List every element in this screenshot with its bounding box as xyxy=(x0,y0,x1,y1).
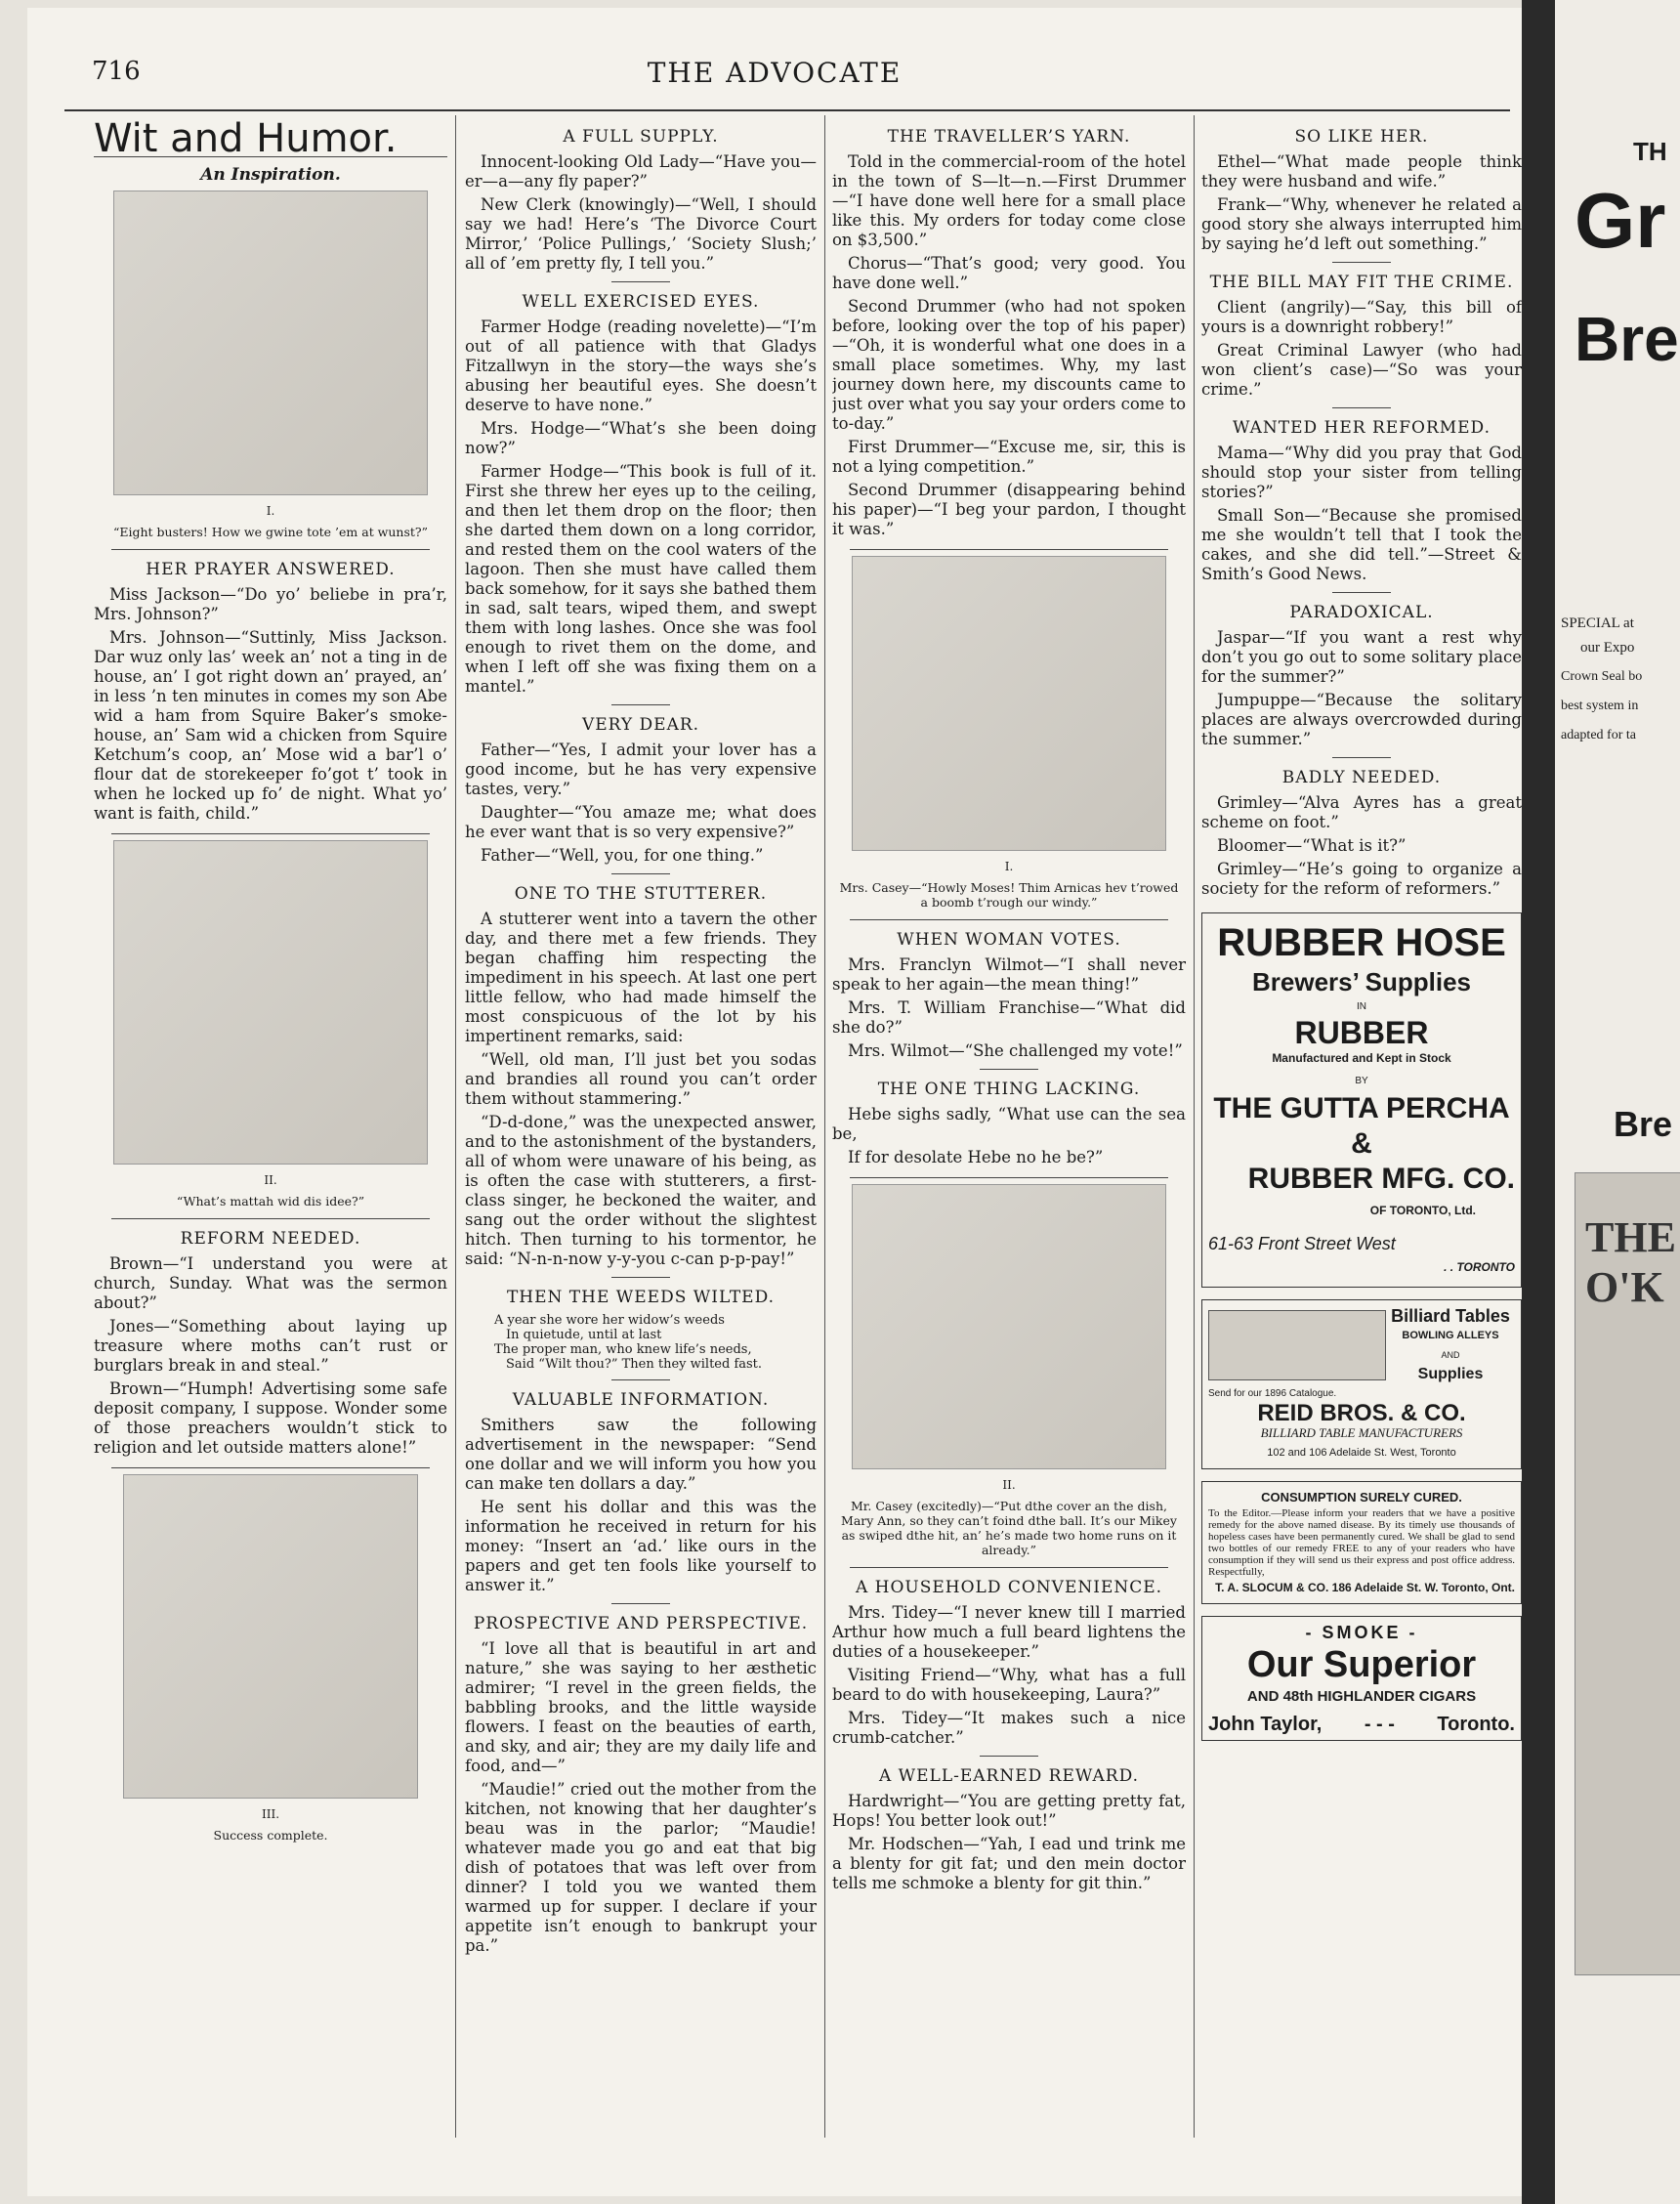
article-title: PARADOXICAL. xyxy=(1289,603,1434,622)
paragraph: Great Criminal Lawyer (who had won client’s case)—“So was your crime.” xyxy=(1201,341,1522,399)
paragraph: Father—“Well, you, for one thing.” xyxy=(481,846,764,865)
poem-line: A year she wore her widow’s weeds xyxy=(494,1313,725,1328)
article-title: ONE TO THE STUTTERER. xyxy=(514,884,768,904)
paragraph: He sent his dollar and this was the information he received in return for his money: “Insert an ‘ad.’ like ours in the papers and get ten fools like yourself to answer it.” xyxy=(465,1498,817,1594)
illustration-ball-in-dish xyxy=(852,1184,1166,1469)
article-body xyxy=(465,318,817,697)
paragraph: Hardwright—“You are getting pretty fat, Hops! You better look out!” xyxy=(832,1792,1186,1830)
paragraph: Farmer Hodge (reading novelette)—“I’m out of all patience with that Gladys Fitzallwyn in the story—the ways she’s abusing her beautiful eyes. She doesn’t deserve to have none.” xyxy=(465,318,817,414)
divider xyxy=(611,873,670,874)
paragraph: Chorus—“That’s good; very good. You have done well.” xyxy=(832,254,1186,292)
illustration-caption: Success complete. xyxy=(213,1828,328,1843)
paragraph: Miss Jackson—“Do yo’ beliebe in pra’r, Mrs. Johnson?” xyxy=(94,585,447,623)
article-title: THE TRAVELLER’S YARN. xyxy=(887,127,1131,147)
article-body xyxy=(465,1416,817,1595)
illustration-caption: Mr. Casey (excitedly)—“Put dthe cover an the dish, Mary Ann, so they can’t foind dthe ball. It’s our Mikey as swiped dthe hit, an’ he’s made two home runs on it already.” xyxy=(841,1499,1177,1557)
article-body xyxy=(832,1603,1186,1748)
article-title: WELL EXERCISED EYES. xyxy=(522,292,760,312)
ad-right xyxy=(1386,1306,1515,1384)
ad-headline: Our Superior xyxy=(1246,1644,1477,1685)
article-title: HER PRAYER ANSWERED. xyxy=(146,560,396,579)
paragraph: Ethel—“What made people think they were husband and wife.” xyxy=(1201,152,1522,191)
ad-address: 102 and 106 Adelaide St. West, Toronto xyxy=(1267,1447,1456,1459)
divider xyxy=(611,704,670,705)
article-body xyxy=(465,1639,817,1956)
paragraph: Mrs. Tidey—“I never knew till I married Arthur how much a full beard lightens the duties of a housekeeper.” xyxy=(832,1603,1186,1661)
ad-city: Toronto. xyxy=(1437,1714,1515,1735)
article-title: A WELL-EARNED REWARD. xyxy=(878,1766,1140,1786)
ad-headline: CONSUMPTION SURELY CURED. xyxy=(1261,1490,1462,1505)
article-title: SO LIKE HER. xyxy=(1294,127,1429,147)
paragraph: First Drummer—“Excuse me, sir, this is not a lying competition.” xyxy=(832,438,1186,476)
illustration-boys-running xyxy=(123,1474,418,1799)
article-title: VALUABLE INFORMATION. xyxy=(512,1390,770,1410)
column-1 xyxy=(94,117,447,2130)
ad-rubber-hose xyxy=(1201,912,1522,1288)
article-body xyxy=(1201,444,1522,584)
paragraph: Mrs. Tidey—“It makes such a nice crumb-catcher.” xyxy=(832,1709,1186,1747)
paragraph: Mrs. Hodge—“What’s she been doing now?” xyxy=(465,419,817,457)
ad-sign: T. A. SLOCUM & CO. 186 Adelaide St. W. Toronto, Ont. xyxy=(1215,1581,1515,1594)
divider xyxy=(111,1467,430,1468)
paragraph: “I love all that is beautiful in art and nature,” she was saying to her æsthetic admirer; “I revel in the green fields, the babbling brooks, and the little wayside flowers. I feast on the beauties of earth, and sky, and air; they are my daily life and food, and—” xyxy=(465,1639,817,1775)
divider xyxy=(611,281,670,282)
ad-text: AND 48th HIGHLANDER CIGARS xyxy=(1246,1688,1477,1705)
paragraph: Father—“Yes, I admit your lover has a good income, but he has very expensive tastes, very.” xyxy=(465,741,817,798)
article-body xyxy=(832,1792,1186,1893)
divider xyxy=(611,1379,670,1380)
paragraph: Jones—“Something about laying up treasure where moths can’t rust or burglars break in and steal.” xyxy=(94,1317,447,1375)
ad-text: Manufactured and Kept in Stock xyxy=(1272,1051,1451,1065)
adjacent-text: Bre xyxy=(1575,304,1679,374)
divider xyxy=(611,1277,670,1278)
article-title: A HOUSEHOLD CONVENIENCE. xyxy=(855,1578,1163,1597)
illustration-caption: “Eight busters! How we gwine tote ’em at wunst?” xyxy=(112,525,429,539)
page-gutter xyxy=(1522,0,1555,2204)
ad-text: OF TORONTO, Ltd. xyxy=(1369,1204,1476,1217)
adjacent-text: TH xyxy=(1633,137,1667,166)
poem-line: The proper man, who knew life’s needs, xyxy=(494,1342,752,1357)
ad-headline: RUBBER HOSE xyxy=(1217,921,1506,964)
ad-text: BY xyxy=(1355,1076,1368,1086)
adjacent-text: adapted for ta xyxy=(1561,728,1636,742)
ad-text: . . TORONTO xyxy=(1444,1260,1515,1274)
column-rule xyxy=(824,115,825,2138)
ad-row xyxy=(1208,1306,1515,1384)
divider xyxy=(980,1756,1038,1757)
ad-text: Billiard Tables xyxy=(1391,1306,1510,1326)
paragraph: A stutterer went into a tavern the other day, and there met a few friends. They began chaffing him respecting the impediment in his speech. At last one pert little fellow, who had made himself the most conspicuous of the lot by his impertinent remarks, said: xyxy=(465,910,817,1045)
article-body xyxy=(465,152,817,274)
divider xyxy=(850,549,1168,550)
paragraph: Client (angrily)—“Say, this bill of yours is a downright robbery!” xyxy=(1201,298,1522,336)
article-title: A FULL SUPPLY. xyxy=(563,127,719,147)
article-body xyxy=(465,741,817,866)
paragraph: Jumpuppe—“Because the solitary places are always overcrowded during the summer.” xyxy=(1201,691,1522,748)
ad-name: John Taylor, xyxy=(1208,1714,1323,1735)
column-4 xyxy=(1201,117,1522,2130)
article-body xyxy=(832,152,1186,539)
paragraph: Mama—“Why did you pray that God should stop your sister from telling stories?” xyxy=(1201,444,1522,501)
comic-title: An Inspiration. xyxy=(200,165,341,185)
adjacent-text: Gr xyxy=(1575,177,1666,264)
paragraph: “D-d-done,” was the unexpected answer, and to the astonishment of the bystanders, all of whom were unaware of his being, as is often the case with stutterers, a first-class singer, he beckoned the waiter, and sang out the order without the slightest hitch. Then turning to his tormentor, he said: “N-n-n-now y-y-you c-can p-p-pay!” xyxy=(465,1113,817,1268)
column-3 xyxy=(832,117,1186,2130)
ad-smoke xyxy=(1201,1616,1522,1741)
article-body xyxy=(1201,298,1522,400)
column-rule xyxy=(455,115,456,2138)
article-title: BADLY NEEDED. xyxy=(1281,768,1442,787)
illustration-man-with-melons xyxy=(113,840,428,1165)
article-body xyxy=(1201,793,1522,899)
poem xyxy=(465,1313,817,1372)
paragraph: Told in the commercial-room of the hotel in the town of S—lt—n.—First Drummer—“I have done well here for a small place like this. My orders for today come close on $3,500.” xyxy=(832,152,1186,249)
ad-company: THE GUTTA PERCHA & xyxy=(1213,1092,1510,1160)
illustration-boys-on-fence xyxy=(113,191,428,495)
paragraph: Innocent-looking Old Lady—“Have you—er—a—any fly paper?” xyxy=(465,152,817,191)
ad-text: BILLIARD TABLE MANUFACTURERS xyxy=(1260,1425,1463,1440)
divider xyxy=(850,919,1168,920)
paragraph: “Maudie!” cried out the mother from the kitchen, not knowing that her daughter’s beau was in the parlor; “Maudie! whatever made you go and eat that big dish of potatoes that was left over from dinner? I told you we wanted them warmed up for supper. I declare if your appetite isn’t enough to bankrupt your pa.” xyxy=(465,1780,817,1955)
article-title: WHEN WOMAN VOTES. xyxy=(897,930,1121,950)
divider xyxy=(1332,407,1391,408)
paragraph: Grimley—“He’s going to organize a society for the reform of reformers.” xyxy=(1201,860,1522,898)
divider xyxy=(980,1069,1038,1070)
paragraph: Second Drummer (disappearing behind his paper)—“I beg your pardon, I thought it was.” xyxy=(832,481,1186,538)
section-heading: Wit and Humor. xyxy=(94,117,398,161)
poem-line: Said “Wilt thou?” Then they wilted fast. xyxy=(506,1357,763,1372)
adjacent-text: our Expo xyxy=(1580,640,1635,656)
ad-text: To the Editor.—Please inform your readers that we have a positive remedy for the above named disease. By its timely use thousands of hopeless cases have been permanently cured. We shall be glad to send two bottles of our remedy FREE to any of your readers who have consumption if they will send us their express and post office address. Respectfully, xyxy=(1208,1507,1515,1578)
ad-address: 61-63 Front Street West xyxy=(1208,1234,1396,1253)
newspaper-title: THE ADVOCATE xyxy=(647,57,903,89)
paragraph: Mrs. T. William Franchise—“What did she do?” xyxy=(832,998,1186,1037)
divider xyxy=(111,549,430,550)
article-body xyxy=(1201,152,1522,254)
ad-text: BOWLING ALLEYS xyxy=(1402,1330,1499,1341)
illustration-caption: Mrs. Casey—“Howly Moses! Thim Arnicas hev t’rowed a boomb t’rough our windy.” xyxy=(839,880,1179,910)
billiard-table-image xyxy=(1208,1310,1386,1380)
illustration-number: I. xyxy=(1004,860,1014,873)
illustration-number: II. xyxy=(1002,1478,1016,1492)
illustration-caption: “What’s mattah wid dis idee?” xyxy=(176,1194,365,1208)
adjacent-text: SPECIAL at xyxy=(1561,615,1634,631)
adjacent-text: best system in xyxy=(1561,699,1639,713)
paragraph: Jaspar—“If you want a rest why don’t you go out to some solitary place for the summer?” xyxy=(1201,628,1522,686)
article-title: THE ONE THING LACKING. xyxy=(877,1080,1141,1099)
paragraph: Brown—“Humph! Advertising some safe deposit company, I suppose. Wonder some of those preachers wouldn’t stick to religion and let outside matters alone!” xyxy=(94,1379,447,1457)
adjacent-text: Bre xyxy=(1614,1104,1673,1144)
paragraph: “Well, old man, I’ll just bet you sodas and brandies all round you can’t order them without stammering.” xyxy=(465,1050,817,1108)
ad-text: AND xyxy=(1441,1350,1460,1360)
column-rule xyxy=(1194,115,1195,2138)
article-body xyxy=(94,1254,447,1458)
paragraph: Bloomer—“What is it?” xyxy=(1217,836,1407,855)
article-body xyxy=(94,585,447,824)
paragraph: Grimley—“Alva Ayres has a great scheme on foot.” xyxy=(1201,793,1522,831)
paragraph: Mrs. Johnson—“Suttinly, Miss Jackson. Dar wuz only las’ week an’ not a ting in de house, an’ I got right down an’ prayed, an’ in less ’n ten minutes in comes my son Abe wid a ham from Squire Baker’s smoke-house, an’ Sam wid a chicken from Squire Ketchum’s coop, an’ Mose wid a bar’l o’ flour dat de storekeeper fo’got t’ took in when he locked up fo’ de night. What yo’ want is faith, child.” xyxy=(94,628,447,823)
illustration-number: II. xyxy=(264,1173,277,1187)
paragraph: Brown—“I understand you were at church, Sunday. What was the sermon about?” xyxy=(94,1254,447,1312)
paragraph: New Clerk (knowingly)—“Well, I should say we had! Here’s ‘The Divorce Court Mirror,’ ‘Police Pullings,’ ‘Society Slush;’ all of ’em pretty fly, I tell you.” xyxy=(465,195,817,273)
paragraph: Mrs. Franclyn Wilmot—“I shall never speak to her again—the mean thing!” xyxy=(832,955,1186,994)
paragraph: Farmer Hodge—“This book is full of it. First she threw her eyes up to the ceiling, and then let them drop on the floor; then she darted them down on a long corridor, and rested them on the cool waters of the lagoon. Then she must have called them back somehow, for it says she bathed them in sad, salt tears, wiped them, and swept them with long lashes. Once she was fool enough to rivet them on the dome, and when I left off she was fixing them on a mantel.” xyxy=(465,462,817,696)
article-body xyxy=(832,955,1186,1061)
divider xyxy=(1332,592,1391,593)
paragraph: Small Son—“Because she promised me she wouldn’t tell that I took the cakes, and she did tell.”—Street & Smith’s Good News. xyxy=(1201,506,1522,583)
paragraph: Visiting Friend—“Why, what has a full beard to do with housekeeping, Laura?” xyxy=(832,1666,1186,1704)
ad-company: RUBBER MFG. CO. xyxy=(1247,1163,1515,1195)
paragraph: Mrs. Wilmot—“She challenged my vote!” xyxy=(848,1041,1183,1060)
page-header xyxy=(27,57,1522,96)
divider xyxy=(850,1177,1168,1178)
paragraph: Smithers saw the following advertisement in the newspaper: “Send one dollar and we will inform you how you can make ten dollars a day.” xyxy=(465,1416,817,1493)
illustration-bomb-through-window xyxy=(852,556,1166,851)
article-body xyxy=(465,910,817,1269)
column-2 xyxy=(465,117,817,2130)
divider xyxy=(111,1218,430,1219)
divider xyxy=(1332,262,1391,263)
paragraph: Mr. Hodschen—“Yah, I ead und trink me a blenty for git fat; und den mein doctor tells me schmoke a blenty for git thin.” xyxy=(832,1835,1186,1892)
ad-subheadline: Brewers’ Supplies xyxy=(1252,967,1471,996)
adjacent-page xyxy=(1555,0,1680,2204)
article-title: VERY DEAR. xyxy=(581,715,700,735)
ad-text: - SMOKE - xyxy=(1305,1623,1418,1642)
illustration-number: I. xyxy=(266,504,275,518)
article-title: PROSPECTIVE AND PERSPECTIVE. xyxy=(473,1614,809,1633)
ad-footer xyxy=(1208,1715,1515,1734)
adjacent-poster xyxy=(1575,1172,1680,1975)
article-title: THEN THE WEEDS WILTED. xyxy=(506,1288,776,1307)
article-body xyxy=(832,1105,1186,1167)
divider xyxy=(1332,757,1391,758)
ad-consumption xyxy=(1201,1481,1522,1604)
adjacent-text: THE O'K xyxy=(1585,1213,1676,1311)
ad-text: - - - xyxy=(1364,1714,1395,1735)
article-title: REFORM NEEDED. xyxy=(180,1229,361,1249)
ad-company: REID BROS. & CO. xyxy=(1257,1400,1466,1426)
header-rule xyxy=(64,109,1510,111)
divider xyxy=(111,833,430,834)
page-number: 716 xyxy=(92,57,141,86)
adjacent-text: Crown Seal bo xyxy=(1561,669,1643,684)
article-body xyxy=(1201,628,1522,749)
ad-text: Send for our 1896 Catalogue. xyxy=(1208,1388,1337,1399)
divider xyxy=(850,1567,1168,1568)
paragraph: Hebe sighs sadly, “What use can the sea be, xyxy=(832,1105,1186,1143)
paragraph: Second Drummer (who had not spoken before, looking over the top of his paper)—“Oh, it is wonderful what one does in a small place sometimes. Why, my last journey down here, my discounts came to just over what you say your orders come to to-day.” xyxy=(832,297,1186,433)
ad-billiards xyxy=(1201,1299,1522,1469)
article-title: WANTED HER REFORMED. xyxy=(1233,418,1491,438)
illustration-number: III. xyxy=(261,1807,280,1821)
poem-line: In quietude, until at last xyxy=(506,1328,662,1342)
article-title: THE BILL MAY FIT THE CRIME. xyxy=(1209,273,1514,292)
paragraph: Frank—“Why, whenever he related a good story she always interrupted him by saying he’d left out something.” xyxy=(1201,195,1522,253)
ad-text: Supplies xyxy=(1417,1366,1484,1382)
ad-text: IN xyxy=(1357,1001,1366,1012)
divider xyxy=(611,1603,670,1604)
paragraph: Daughter—“You amaze me; what does he ever want that is so very expensive?” xyxy=(465,803,817,841)
paragraph: If for desolate Hebe no he be?” xyxy=(848,1148,1104,1166)
ad-subheadline: RUBBER xyxy=(1294,1015,1429,1050)
